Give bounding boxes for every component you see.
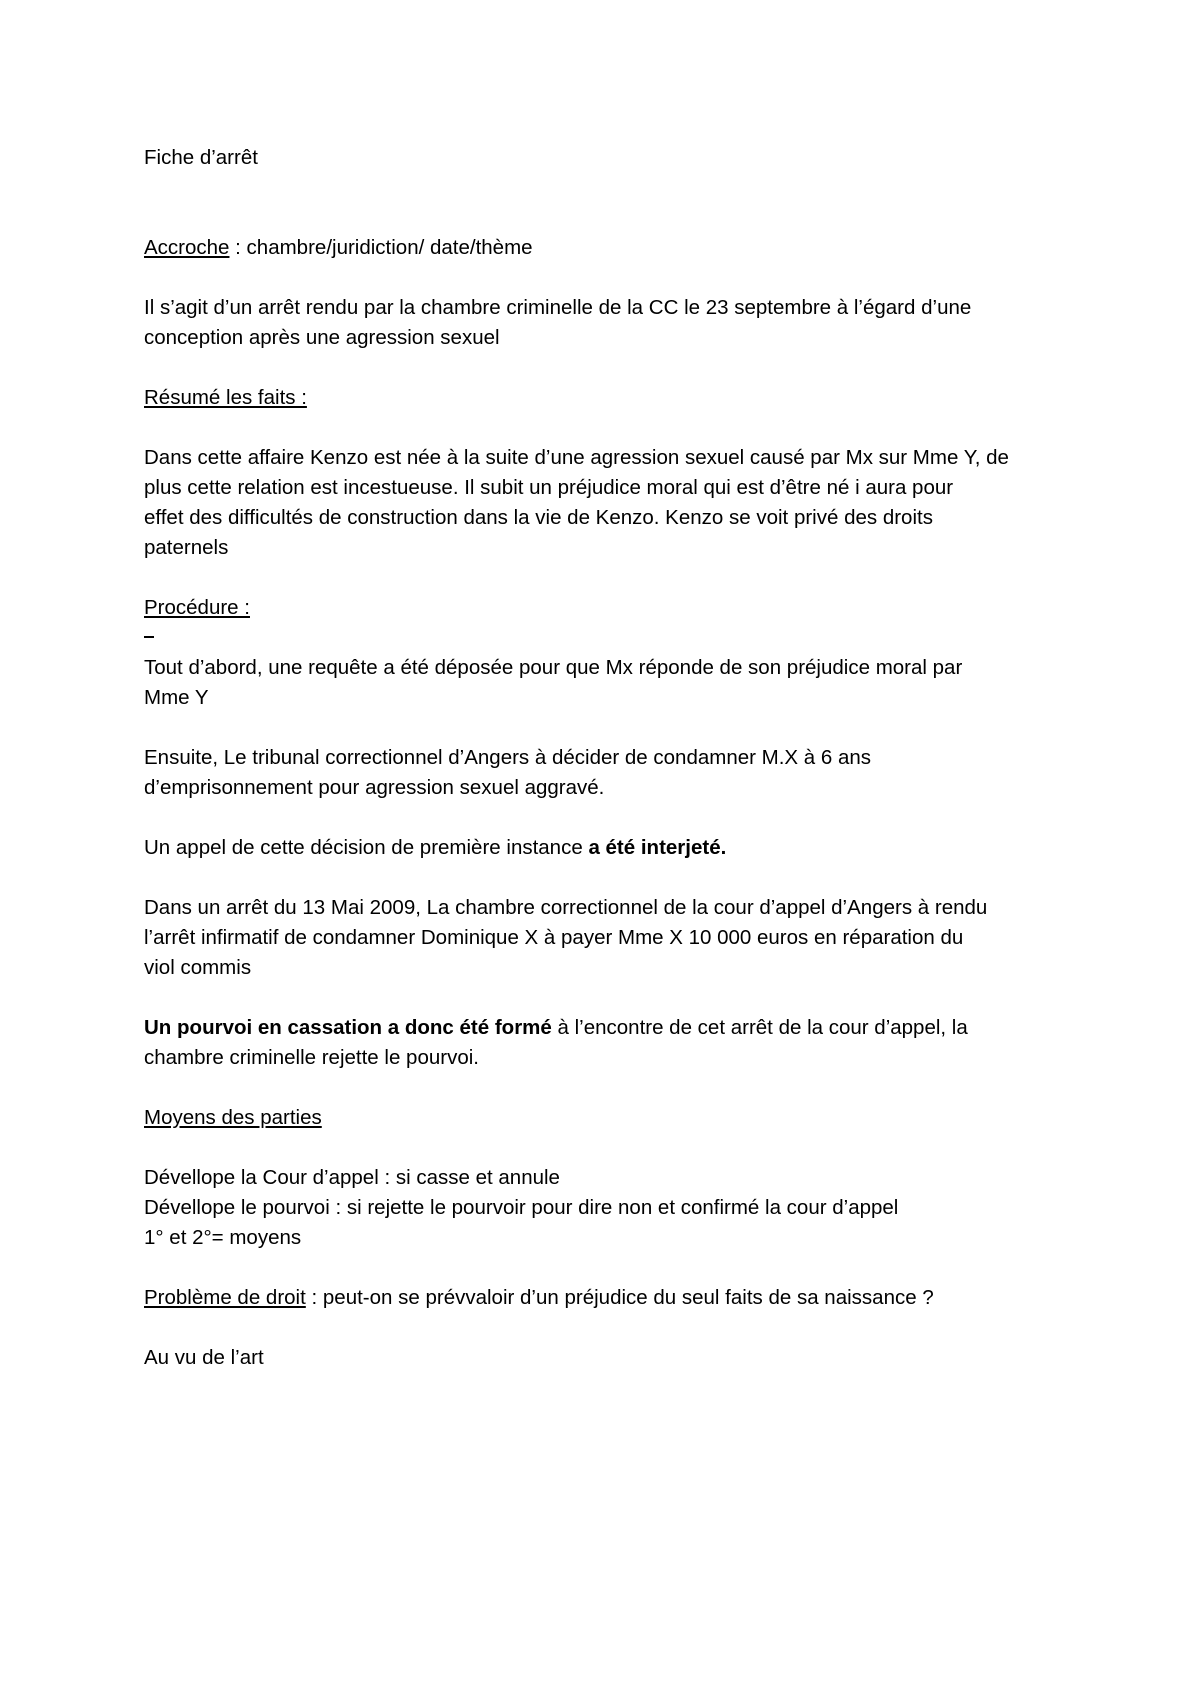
probleme-line [144,1283,1084,1313]
document-body [144,143,1084,1373]
appel-line [144,833,1084,863]
requete-line: Tout d’abord, une requête a été déposée pour que Mx réponde de son préjudice moral par [144,656,963,679]
moyens-line: 1° et 2°= moyens [144,1226,302,1249]
accroche-line [144,233,1084,263]
intro-paragraph [144,293,1084,353]
dash-mark [144,636,154,638]
requete-paragraph [144,653,1084,713]
faits-line: plus cette relation est incestueuse. Il subit un préjudice moral qui est d’être né i aura pour [144,476,954,499]
appel-bold-text: a été interjeté. [588,836,727,859]
procedure-heading: Procédure : [144,596,250,619]
appel-text: Un appel de cette décision de première instance [144,836,589,859]
pourvoi-paragraph [144,1013,1084,1073]
closing-line: Au vu de l’art [144,1346,264,1369]
requete-line: Mme Y [144,686,209,709]
accroche-label: Accroche [144,236,230,259]
moyens-line: Dévellope le pourvoi : si rejette le pourvoir pour dire non et confirmé la cour d’appel [144,1196,899,1219]
tribunal-paragraph [144,743,1084,803]
tribunal-line: d’emprisonnement pour agression sexuel aggravé. [144,776,605,799]
intro-line: Il s’agit d’un arrêt rendu par la chambre criminelle de la CC le 23 septembre à l’égard d’une [144,296,972,319]
moyens-heading: Moyens des parties [144,1106,322,1129]
tribunal-line: Ensuite, Le tribunal correctionnel d’Angers à décider de condamner M.X à 6 ans [144,746,872,769]
pourvoi-text: à l’encontre de cet arrêt de la cour d’appel, la [551,1016,968,1039]
empty-bullet [144,623,1084,653]
moyens-paragraph [144,1163,1084,1253]
moyens-line: Dévellope la Cour d’appel : si casse et annule [144,1166,560,1189]
arret-line: Dans un arrêt du 13 Mai 2009, La chambre correctionnel de la cour d’appel d’Angers à rendu [144,896,988,919]
pourvoi-line [144,1013,1084,1043]
arret-paragraph [144,893,1084,983]
faits-line: effet des difficultés de construction dans la vie de Kenzo. Kenzo se voit privé des droits [144,506,933,529]
arret-line: viol commis [144,956,252,979]
faits-paragraph [144,443,1084,563]
pourvoi-line: chambre criminelle rejette le pourvoi. [144,1046,479,1069]
accroche-text: : chambre/juridiction/ date/thème [229,236,533,259]
faits-line: Dans cette affaire Kenzo est née à la suite d’une agression sexuel causé par Mx sur Mme Y, de [144,446,1009,469]
intro-line: conception après une agression sexuel [144,326,500,349]
probleme-text: : peut-on se prévvaloir d’un préjudice du seul faits de sa naissance ? [305,1286,934,1309]
arret-line: l’arrêt infirmatif de condamner Dominique X à payer Mme X 10 000 euros en réparation du [144,926,964,949]
pourvoi-bold-text: Un pourvoi en cassation a donc été formé [144,1016,552,1039]
faits-heading: Résumé les faits : [144,386,307,409]
faits-line: paternels [144,536,229,559]
document-title: Fiche d’arrêt [144,146,258,169]
probleme-label: Problème de droit [144,1286,306,1309]
